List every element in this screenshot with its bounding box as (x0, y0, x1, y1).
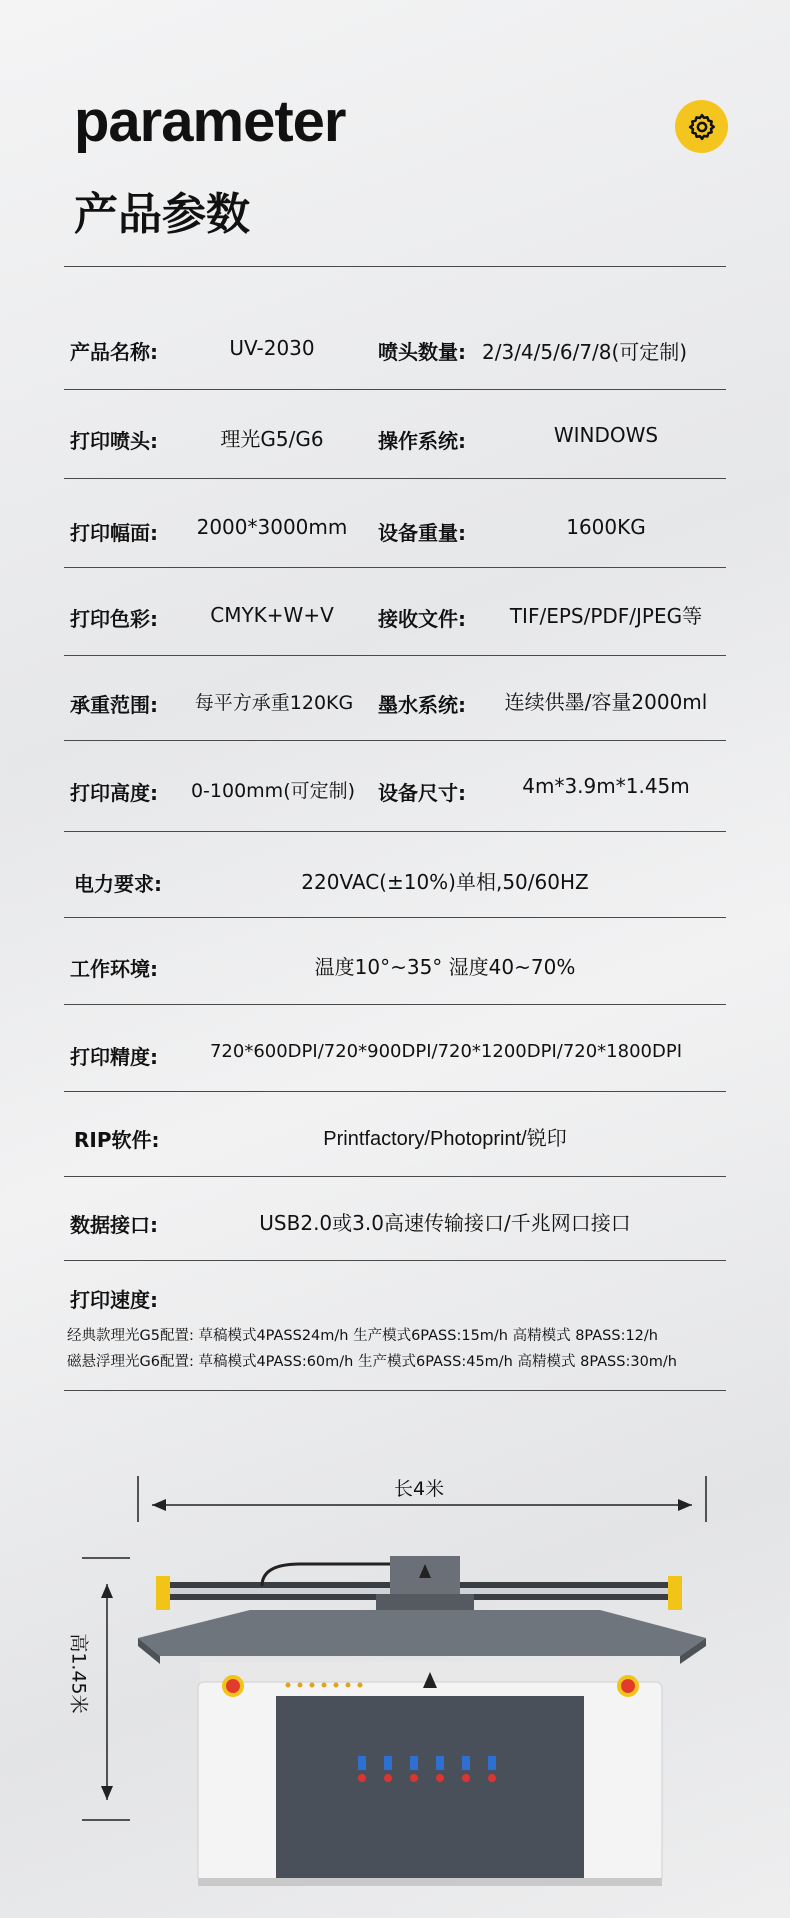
weight-value: 1600KG (566, 515, 646, 539)
divider (64, 567, 726, 568)
gear-icon (687, 112, 717, 142)
precision-value: 720*600DPI/720*900DPI/720*1200DPI/720*1800DPI (209, 1041, 683, 1062)
nozzle-count-label: 喷头数量: (378, 340, 466, 364)
os-label: 操作系统: (378, 429, 466, 453)
print-head-value: 理光G5/G6 (220, 427, 324, 451)
interface-label: 数据接口: (70, 1213, 158, 1237)
title-cn: 产品参数 (74, 189, 250, 240)
size-value: 4m*3.9m*1.45m (522, 774, 690, 798)
product-name-value: UV-2030 (229, 336, 315, 360)
file-label: 接收文件: (378, 607, 466, 631)
load-value: 每平方承重120KG (194, 692, 354, 714)
file-value: TIF/EPS/PDF/JPEG等 (509, 604, 703, 628)
os-value: WINDOWS (553, 423, 659, 447)
rip-label: RIP软件: (74, 1128, 160, 1152)
divider (64, 1176, 726, 1177)
divider (64, 655, 726, 656)
printer-machine-image (0, 1460, 790, 1918)
ink-value: 连续供墨/容量2000ml (504, 690, 708, 714)
divider (64, 1390, 726, 1391)
interface-value: USB2.0或3.0高速传输接口/千兆网口接口 (259, 1211, 631, 1235)
color-label: 打印色彩: (70, 607, 158, 631)
height-dimension-label: 高1.45米 (67, 1633, 90, 1714)
divider (64, 1091, 726, 1092)
load-label: 承重范围: (70, 693, 158, 717)
print-width-value: 2000*3000mm (196, 515, 348, 539)
length-dimension-label: 长4米 (394, 1478, 445, 1500)
env-value: 温度10°~35° 湿度40~70% (314, 955, 576, 979)
precision-label: 打印精度: (70, 1045, 158, 1069)
print-width-label: 打印幅面: (70, 521, 158, 545)
env-label: 工作环境: (70, 957, 158, 981)
weight-label: 设备重量: (378, 521, 466, 545)
height-label: 打印高度: (70, 781, 158, 805)
power-value: 220VAC(±10%)单相,50/60HZ (301, 870, 589, 894)
divider (64, 1004, 726, 1005)
divider (64, 831, 726, 832)
speed-line-g6: 磁悬浮理光G6配置: 草稿模式4PASS:60m/h 生产模式6PASS:45m/h 高精模式 8PASS:30m/h (67, 1354, 677, 1370)
power-label: 电力要求: (74, 872, 162, 896)
divider (64, 478, 726, 479)
divider (64, 389, 726, 390)
title-en: parameter (74, 89, 346, 154)
height-value: 0-100mm(可定制) (190, 780, 356, 802)
product-name-label: 产品名称: (70, 340, 158, 364)
nozzle-count-value: 2/3/4/5/6/7/8(可定制) (482, 340, 688, 364)
divider (64, 266, 726, 267)
print-head-label: 打印喷头: (70, 429, 158, 453)
rip-value: Printfactory/Photoprint/锐印 (323, 1128, 567, 1150)
ink-label: 墨水系统: (378, 693, 466, 717)
machine-illustration (0, 1460, 790, 1918)
size-label: 设备尺寸: (378, 781, 466, 805)
color-value: CMYK+W+V (210, 603, 334, 627)
divider (64, 1260, 726, 1261)
gear-badge (675, 100, 728, 153)
divider (64, 740, 726, 741)
speed-line-g5: 经典款理光G5配置: 草稿模式4PASS24m/h 生产模式6PASS:15m/h 高精模式 8PASS:12/h (67, 1328, 658, 1344)
speed-label: 打印速度: (70, 1288, 158, 1312)
divider (64, 917, 726, 918)
